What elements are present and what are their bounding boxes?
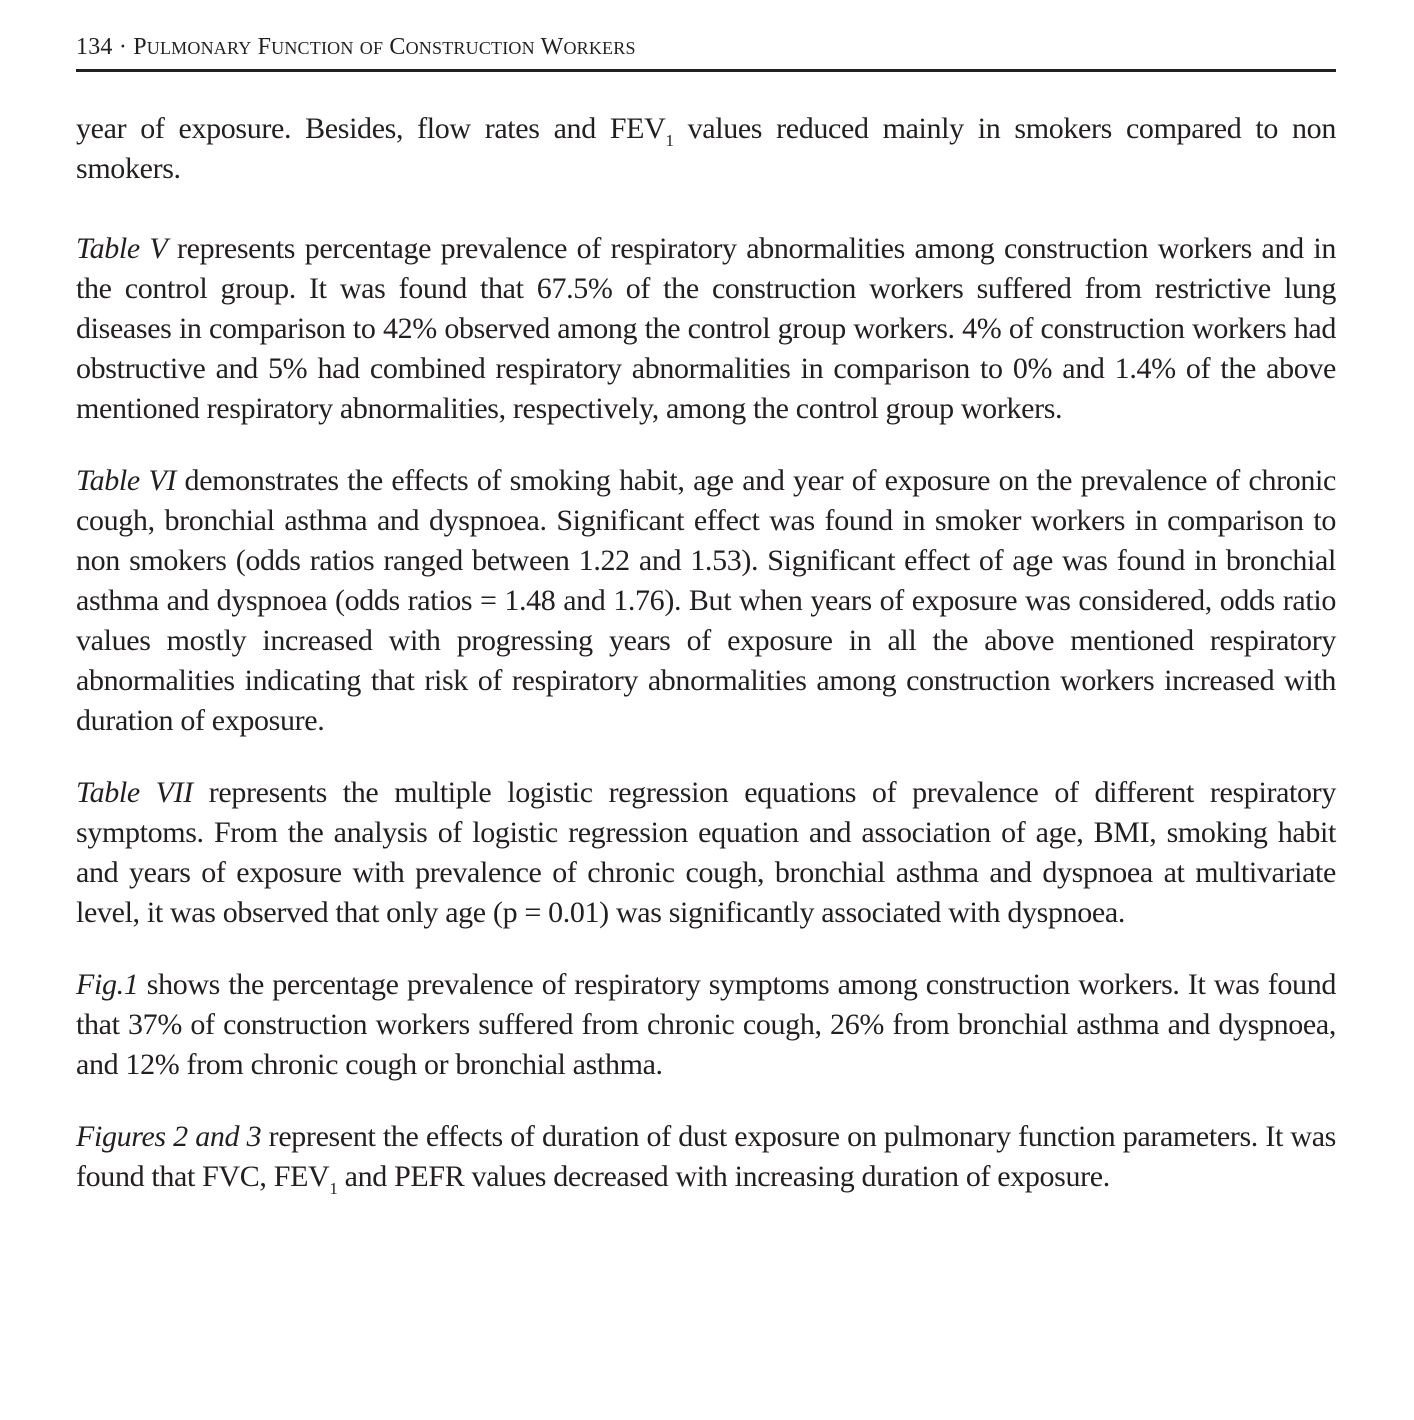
paragraph-text: year of exposure. Besides, flow rates and FEV bbox=[76, 112, 666, 145]
paragraph bbox=[76, 773, 1336, 933]
body-text bbox=[76, 109, 1336, 1229]
paragraph bbox=[76, 461, 1336, 741]
running-head bbox=[76, 33, 636, 62]
paragraph-text: values reduced mainly in smokers compared to non smokers. bbox=[76, 112, 1336, 185]
paragraph-text: represents the multiple logistic regression equations of prevalence of different respiratory symptoms. From the analysis of logistic regression equation and association of age, BMI, smoking habit and years of exposure with prevalence of chronic cough, bronchial asthma and dyspnoea at multivariate level, it was observed that only age (p = 0.01) was significantly associated with dyspnoea. bbox=[76, 776, 1336, 929]
paragraph bbox=[76, 109, 1336, 189]
paragraph bbox=[76, 1117, 1336, 1197]
subscript: 1 bbox=[329, 1179, 338, 1198]
paragraph bbox=[76, 965, 1336, 1085]
paragraph-text: and PEFR values decreased with increasing duration of exposure. bbox=[337, 1160, 1110, 1193]
paragraph-text: represents percentage prevalence of respiratory abnormalities among construction workers and in the control group. It was found that 67.5% of the construction workers suffered from restrictive lung diseases in comparison to 42% observed among the control group workers. 4% of construction workers had obstructive and 5% had combined respiratory abnormalities in comparison to 0% and 1.4% of the above mentioned respiratory abnormalities, respectively, among the control group workers. bbox=[76, 232, 1336, 425]
table-figure-reference: Table V bbox=[76, 232, 168, 265]
page-number: 134 bbox=[76, 34, 113, 60]
header-separator: · bbox=[118, 34, 128, 60]
running-title: PULMONARY FUNCTION OF CONSTRUCTION WORKERS bbox=[133, 34, 636, 60]
table-figure-reference: Table VII bbox=[76, 776, 193, 809]
paragraph-text: represent the effects of duration of dust exposure on pulmonary function parameters. It was found that FVC, FEV bbox=[76, 1120, 1337, 1193]
header-rule bbox=[76, 69, 1336, 72]
paragraph-text: demonstrates the effects of smoking habit, age and year of exposure on the prevalence of chronic cough, bronchial asthma and dyspnoea. Significant effect was found in smoker workers in comparison to non smokers (odds ratios ranged between 1.22 and 1.53). Significant effect of age was found in bronchial asthma and dyspnoea (odds ratios = 1.48 and 1.76). But when years of exposure was considered, odds ratio values mostly increased with progressing years of exposure in all the above mentioned respiratory abnormalities indicating that risk of respiratory abnormalities among construction workers increased with duration of exposure. bbox=[76, 464, 1336, 737]
table-figure-reference: Table VI bbox=[76, 464, 176, 497]
subscript: 1 bbox=[665, 131, 674, 150]
table-figure-reference: Figures 2 and 3 bbox=[76, 1120, 262, 1153]
paragraph-text: shows the percentage prevalence of respiratory symptoms among construction workers. It was found that 37% of construction workers suffered from chronic cough, 26% from bronchial asthma and dyspnoea, and 12% from chronic cough or bronchial asthma. bbox=[76, 968, 1336, 1081]
paragraph bbox=[76, 229, 1336, 429]
table-figure-reference: Fig.1 bbox=[76, 968, 139, 1001]
